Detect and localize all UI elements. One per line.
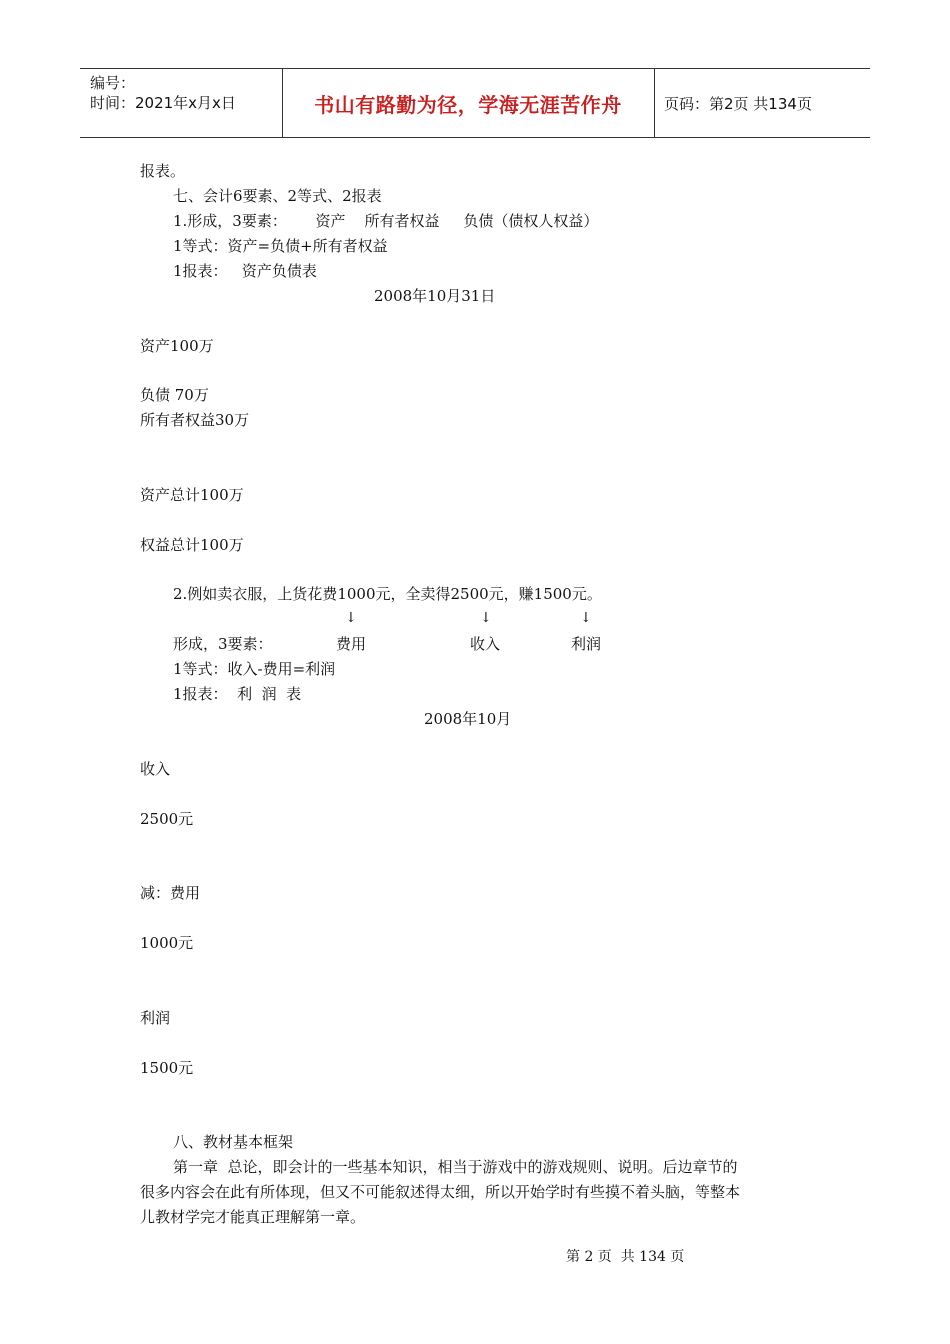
down-arrow-icon: ↓ (580, 610, 592, 626)
text-line: 利润 (140, 1009, 171, 1027)
element-label: 费用 (336, 635, 367, 653)
text-line: 1500元 (140, 1059, 194, 1077)
header-meta (90, 73, 280, 113)
text-line: 资产100万 (140, 337, 214, 355)
time-label: 时间：2021年x月x日 (90, 94, 236, 112)
text-line: 资产总计100万 (140, 486, 244, 504)
header-motto: 书山有路勤为径，学海无涯苦作舟 (314, 92, 622, 117)
down-arrow-icon: ↓ (345, 610, 357, 626)
report-date: 2008年10月 (424, 710, 512, 728)
text-line: 1报表： 资产负债表 (173, 262, 317, 280)
text-line: 权益总计100万 (140, 536, 244, 554)
text-line: 1000元 (140, 934, 194, 952)
text-line: 减：费用 (140, 884, 201, 902)
text-line: 负债 70万 (140, 386, 209, 404)
element-label: 利润 (571, 635, 602, 653)
text-line: 2.例如卖衣服，上货花费1000元，全卖得2500元，赚1500元。 (173, 585, 602, 603)
page-footer: 第 2 页 共 134 页 (566, 1249, 685, 1265)
down-arrow-icon: ↓ (480, 610, 492, 626)
text-line: 1等式：资产=负债+所有者权益 (173, 237, 388, 255)
text-line: 很多内容会在此有所体现，但又不可能叙述得太细，所以开始学时有些摸不着头脑，等整本 (140, 1183, 741, 1201)
report-date: 2008年10月31日 (374, 287, 496, 305)
text-line: 儿教材学完才能真正理解第一章。 (140, 1208, 366, 1226)
text-line: 2500元 (140, 810, 194, 828)
text-line: 1等式：收入-费用=利润 (173, 660, 336, 678)
header-divider (654, 69, 655, 137)
text-line: 报表。 (140, 162, 186, 180)
text-line: 第一章 总论，即会计的一些基本知识，相当于游戏中的游戏规则、说明。后边章节的 (173, 1158, 738, 1176)
section-heading: 八、教材基本框架 (173, 1133, 294, 1151)
element-label: 收入 (470, 635, 501, 653)
text-line: 收入 (140, 760, 171, 778)
number-label: 编号： (90, 74, 136, 92)
text-line: 所有者权益30万 (140, 411, 250, 429)
text-line: 1.形成，3要素： 资产 所有者权益 负债（债权人权益） (173, 212, 599, 230)
page-header (80, 68, 870, 138)
section-heading: 七、会计6要素、2等式、2报表 (173, 187, 382, 205)
header-page-info: 页码：第2页 共134页 (664, 94, 812, 113)
text-line: 形成，3要素： (173, 635, 273, 653)
text-line: 1报表： 利 润 表 (173, 685, 302, 703)
